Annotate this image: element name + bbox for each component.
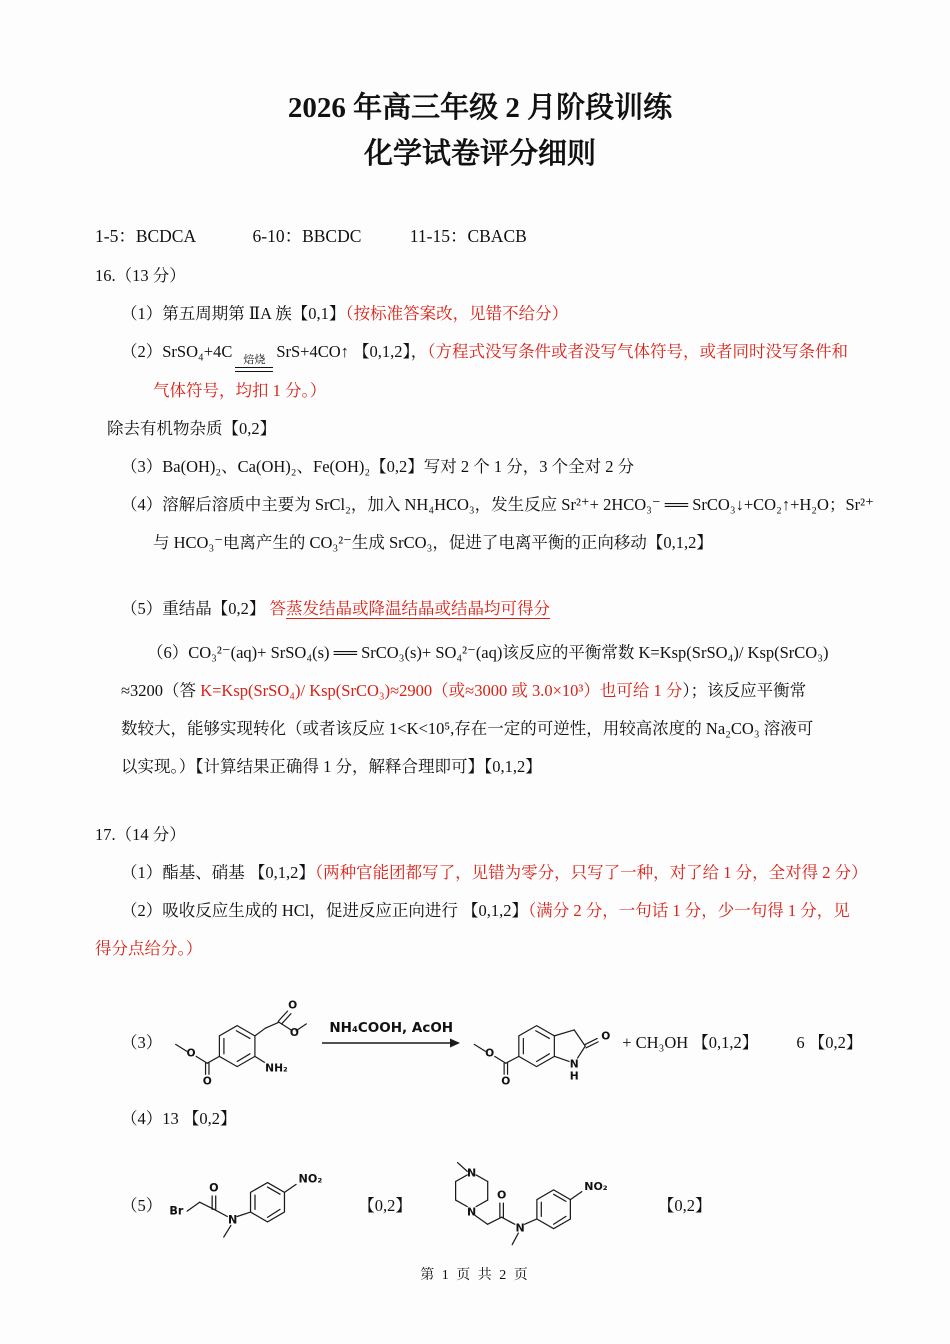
atom-label-n: N (569, 1057, 579, 1071)
atom-label-o: O (290, 1025, 300, 1039)
atom-label-o: O (288, 998, 298, 1012)
bromoamide-structure (162, 1154, 348, 1254)
q16-item4-line2: 与 HCO₃⁻电离产生的 CO₃²⁻生成 SrCO₃，促进了电离平衡的正向移动【0,1,2】 (153, 533, 713, 552)
q16-item6-line1: （6）CO₃²⁻(aq)+ SrSO₄(s) ══ SrCO₃(s)+ SO₄²⁻(aq)该反应的平衡常数 K=Ksp(SrSO₄)/ Ksp(SrCO₃) (147, 643, 829, 662)
q17-item1-note: （两种官能团都写了，见错为零分，只写了一种，对了给 1 分，全对得 2 分） (314, 863, 868, 882)
q16-item2-equation-left: （2）SrSO₄+4C (121, 342, 233, 361)
q16-item2-note-part2: 气体符号，均扣 1 分。） (153, 381, 327, 400)
q16-item5-note-prefix: 答 (269, 599, 286, 618)
page-footer: 第 1 页 共 2 页 (420, 1268, 530, 1283)
mc-answers-6-10: 6-10：BBCDC (252, 226, 362, 246)
atom-label-o: O (209, 1181, 219, 1195)
atom-label-n: N (515, 1221, 525, 1235)
q16-item6-line2-red: K=Ksp(SrSO₄)/ Ksp(SrCO₃)≈2900（或≈3000 或 3.0×10³）也可给 1 分 (200, 681, 683, 700)
q16-item2-equation-right: SrS+4CO↑ 【0,1,2】， (276, 342, 428, 361)
atom-label-n: N (228, 1213, 238, 1227)
q17-item4: （4）13 【0,2】 (121, 1109, 237, 1128)
atom-label-n: N (466, 1166, 477, 1180)
piperazinyl-structure (424, 1152, 648, 1256)
multiple-choice-answers (95, 221, 865, 251)
q17-item5-score1: 【0,2】 (358, 1196, 412, 1215)
atom-label-no2: NO₂ (298, 1172, 323, 1186)
q17-item2-answer: （2）吸收反应生成的 HCl，促进反应正向进行 【0,1,2】 (121, 901, 529, 920)
atom-label-no2: NO₂ (584, 1179, 608, 1193)
q16-item1-answer: （1）第五周期第 ⅡA 族【0,1】 (121, 304, 346, 323)
atom-label-br: Br (169, 1204, 184, 1218)
reactant-structure (162, 991, 320, 1091)
q16-item2-note-part1: （方程式没写条件或者没写气体符号，或者同时没写条件和 (427, 342, 849, 361)
q16-item6-line3: 数较大，能够实现转化（或者该反应 1<K<10⁵,存在一定的可逆性，用较高浓度的 Na₂CO₃ 溶液可 (121, 719, 814, 738)
q17-item5-score2: 【0,2】 (657, 1196, 712, 1215)
q17-item1 (95, 854, 868, 892)
atom-label-nh2: NH₂ (265, 1061, 288, 1075)
atom-label-o: O (485, 1046, 495, 1060)
atom-label-o: O (496, 1188, 507, 1202)
product-structure (464, 991, 616, 1091)
q16-header: 16.（13 分） (95, 266, 186, 285)
q17-item3-label: （3） (121, 1033, 163, 1052)
atom-label-o: O (186, 1046, 196, 1060)
atom-label-o: O (202, 1074, 213, 1088)
atom-label-h: H (569, 1069, 579, 1083)
q16-item3: （3）Ba(OH)₂、Ca(OH)₂、Fe(OH)₂【0,2】写对 2 个 1 分，3 个全对 2 分 (121, 457, 635, 476)
atom-label-o: O (601, 1029, 611, 1043)
reaction-arrow (322, 1037, 460, 1049)
q16-item4-line1: （4）溶解后溶质中主要为 SrCl₂，加入 NH₄HCO₃，发生反应 Sr²⁺+ 2HCO₃⁻ ══ SrCO₃↓+CO₂↑+H₂O；Sr²⁺ (121, 495, 874, 514)
q16-item6-line4: 以实现。）【计算结果正确得 1 分，解释合理即可】【0,1,2】 (121, 757, 542, 776)
q17-item5-structures (95, 1150, 865, 1258)
q16-item1 (95, 295, 865, 333)
q16-item6-line2-black1: ≈3200（答 (121, 681, 201, 700)
title-block (95, 85, 865, 177)
document-content (0, 85, 950, 1258)
q17-item3-product-suffix: + CH₃OH 【0,1,2】 (622, 1033, 759, 1052)
document-title-line2: 化学试卷评分细则 (363, 138, 596, 170)
atom-label-o: O (501, 1074, 511, 1088)
q17-item5-label: （5） (121, 1196, 163, 1215)
q17-item3-reaction (95, 982, 865, 1100)
q16-item5-note-underlined: 蒸发结晶或降温结晶或结晶均可得分 (286, 599, 550, 618)
reaction-arrow-label: NH₄COOH, AcOH (329, 1020, 454, 1036)
mc-answers-11-15: 11-15：CBACB (409, 226, 527, 246)
atom-label-n: N (466, 1205, 477, 1219)
reaction-arrow-block (322, 1019, 460, 1049)
q16-item5 (95, 590, 865, 628)
q17-item3-score2: 6 【0,2】 (796, 1033, 863, 1052)
q17-item2-note-part1: （满分 2 分，一句话 1 分，少一句得 1 分，见 (528, 901, 850, 920)
q17-item1-answer: （1）酯基、硝基 【0,1,2】 (121, 863, 315, 882)
q16-item6-line2 (95, 672, 865, 710)
mc-answers-1-5: 1-5：BCDCA (95, 226, 197, 246)
q17-header: 17.（14 分） (95, 825, 186, 844)
reaction-condition-label: 焙烧 (243, 354, 266, 366)
reaction-condition (235, 354, 273, 372)
q16-item1-note: （按标准答案改，见错不给分） (345, 304, 569, 323)
q17-item2-note-part2: 得分点给分。） (95, 939, 203, 958)
q16-item5-answer: （5）重结晶【0,2】 (121, 599, 270, 618)
q17-item2-line1 (95, 892, 865, 930)
q16-item2-extra: 除去有机物杂质【0,2】 (107, 419, 277, 438)
q16-item6-line2-black2: ）；该反应平衡常 (682, 681, 807, 700)
q16-item2-line1 (95, 333, 865, 372)
document-title-line1: 2026 年高三年级 2 月阶段训练 (287, 92, 673, 124)
